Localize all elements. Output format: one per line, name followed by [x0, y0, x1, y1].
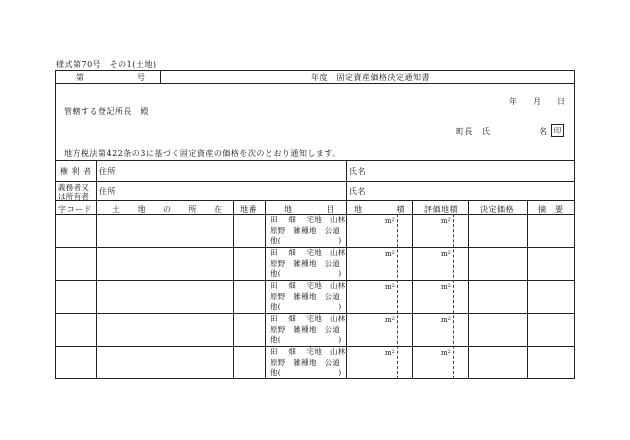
area-unit — [385, 283, 395, 291]
category-line2: 原野 雑種地 公道 — [270, 357, 341, 367]
unit-base: m — [441, 250, 448, 258]
date-day: 日 — [557, 97, 566, 106]
area-unit — [385, 349, 395, 357]
area-unit — [385, 217, 395, 225]
sender-office: 町長 — [456, 127, 473, 136]
category-line2: 原野 雑種地 公道 — [270, 225, 341, 235]
land-category-options — [270, 248, 346, 280]
unit-sup: 2 — [391, 349, 395, 355]
unit-base: m — [441, 349, 448, 357]
unit-sup: 2 — [391, 217, 395, 223]
sender-name-label: 名 — [539, 127, 548, 136]
assessed-area-unit — [441, 316, 451, 324]
unit-base: m — [385, 250, 392, 258]
unit-sup: 2 — [391, 250, 395, 256]
col-location: 土 地 の 所 在 — [112, 205, 223, 214]
category-line3: 他( ) — [270, 269, 342, 278]
owner-label: 権 利 者 — [60, 167, 92, 176]
unit-base: m — [385, 217, 392, 225]
unit-base: m — [441, 283, 448, 291]
unit-sup: 2 — [447, 283, 451, 289]
unit-base: m — [441, 316, 448, 324]
land-category-options — [270, 215, 346, 247]
unit-base: m — [441, 217, 448, 225]
area-unit — [385, 316, 395, 324]
category-line2: 原野 雑種地 公道 — [270, 324, 341, 334]
col-code: 字コード — [58, 205, 92, 214]
unit-sup: 2 — [447, 349, 451, 355]
col-remarks: 摘 要 — [538, 205, 564, 214]
unit-base: m — [385, 283, 392, 291]
unit-sup: 2 — [391, 316, 395, 322]
category-line3: 他( ) — [270, 335, 342, 344]
owner-name-label: 氏名 — [349, 167, 366, 176]
col-category: 地 目 — [284, 205, 335, 214]
date-month: 月 — [533, 97, 542, 106]
category-line1: 田 畑 宅地 山林 — [270, 281, 346, 290]
notice-text: 地方税法第422条の3に基づく固定資産の価格を次のとおり通知します。 — [64, 149, 341, 158]
document-title: 年度 固定資産価格決定通知書 — [311, 73, 430, 82]
category-line2: 原野 雑種地 公道 — [270, 258, 341, 268]
sender-honorific: 氏 — [482, 127, 491, 136]
unit-sup: 2 — [447, 250, 451, 256]
land-category-options — [270, 281, 346, 313]
category-line1: 田 畑 宅地 山林 — [270, 314, 346, 323]
assessed-area-unit — [441, 283, 451, 291]
obligor-name-label: 氏名 — [349, 187, 366, 196]
unit-base: m — [385, 316, 392, 324]
unit-sup: 2 — [447, 316, 451, 322]
number-suffix: 号 — [137, 73, 146, 82]
col-assessed-area: 評価地積 — [424, 205, 458, 214]
col-area: 地 積 — [354, 205, 405, 214]
addressee: 管轄する登記所長 殿 — [64, 107, 149, 116]
assessed-area-unit — [441, 349, 451, 357]
obligor-label-1: 義務者又 — [58, 183, 90, 192]
number-prefix: 第 — [76, 73, 85, 82]
category-line3: 他( ) — [270, 368, 342, 377]
date-year: 年 — [509, 97, 518, 106]
unit-sup: 2 — [391, 283, 395, 289]
area-unit — [385, 250, 395, 258]
col-price: 決定価格 — [480, 205, 514, 214]
land-category-options — [270, 314, 346, 346]
category-line2: 原野 雑種地 公道 — [270, 291, 341, 301]
category-line3: 他( ) — [270, 236, 342, 245]
category-line1: 田 畑 宅地 山林 — [270, 215, 346, 224]
col-lot: 地番 — [240, 205, 257, 214]
category-line3: 他( ) — [270, 302, 342, 311]
land-category-options — [270, 347, 346, 379]
form-id: 様式第70号 その1(土地) — [56, 60, 157, 69]
unit-sup: 2 — [447, 217, 451, 223]
assessed-area-unit — [441, 217, 451, 225]
obligor-address-label: 住所 — [99, 187, 116, 196]
category-line1: 田 畑 宅地 山林 — [270, 248, 346, 257]
unit-base: m — [385, 349, 392, 357]
owner-address-label: 住所 — [99, 167, 116, 176]
assessed-area-unit — [441, 250, 451, 258]
seal-icon: 印 — [551, 124, 564, 137]
obligor-label-2: は所有者 — [58, 192, 90, 201]
category-line1: 田 畑 宅地 山林 — [270, 347, 346, 356]
